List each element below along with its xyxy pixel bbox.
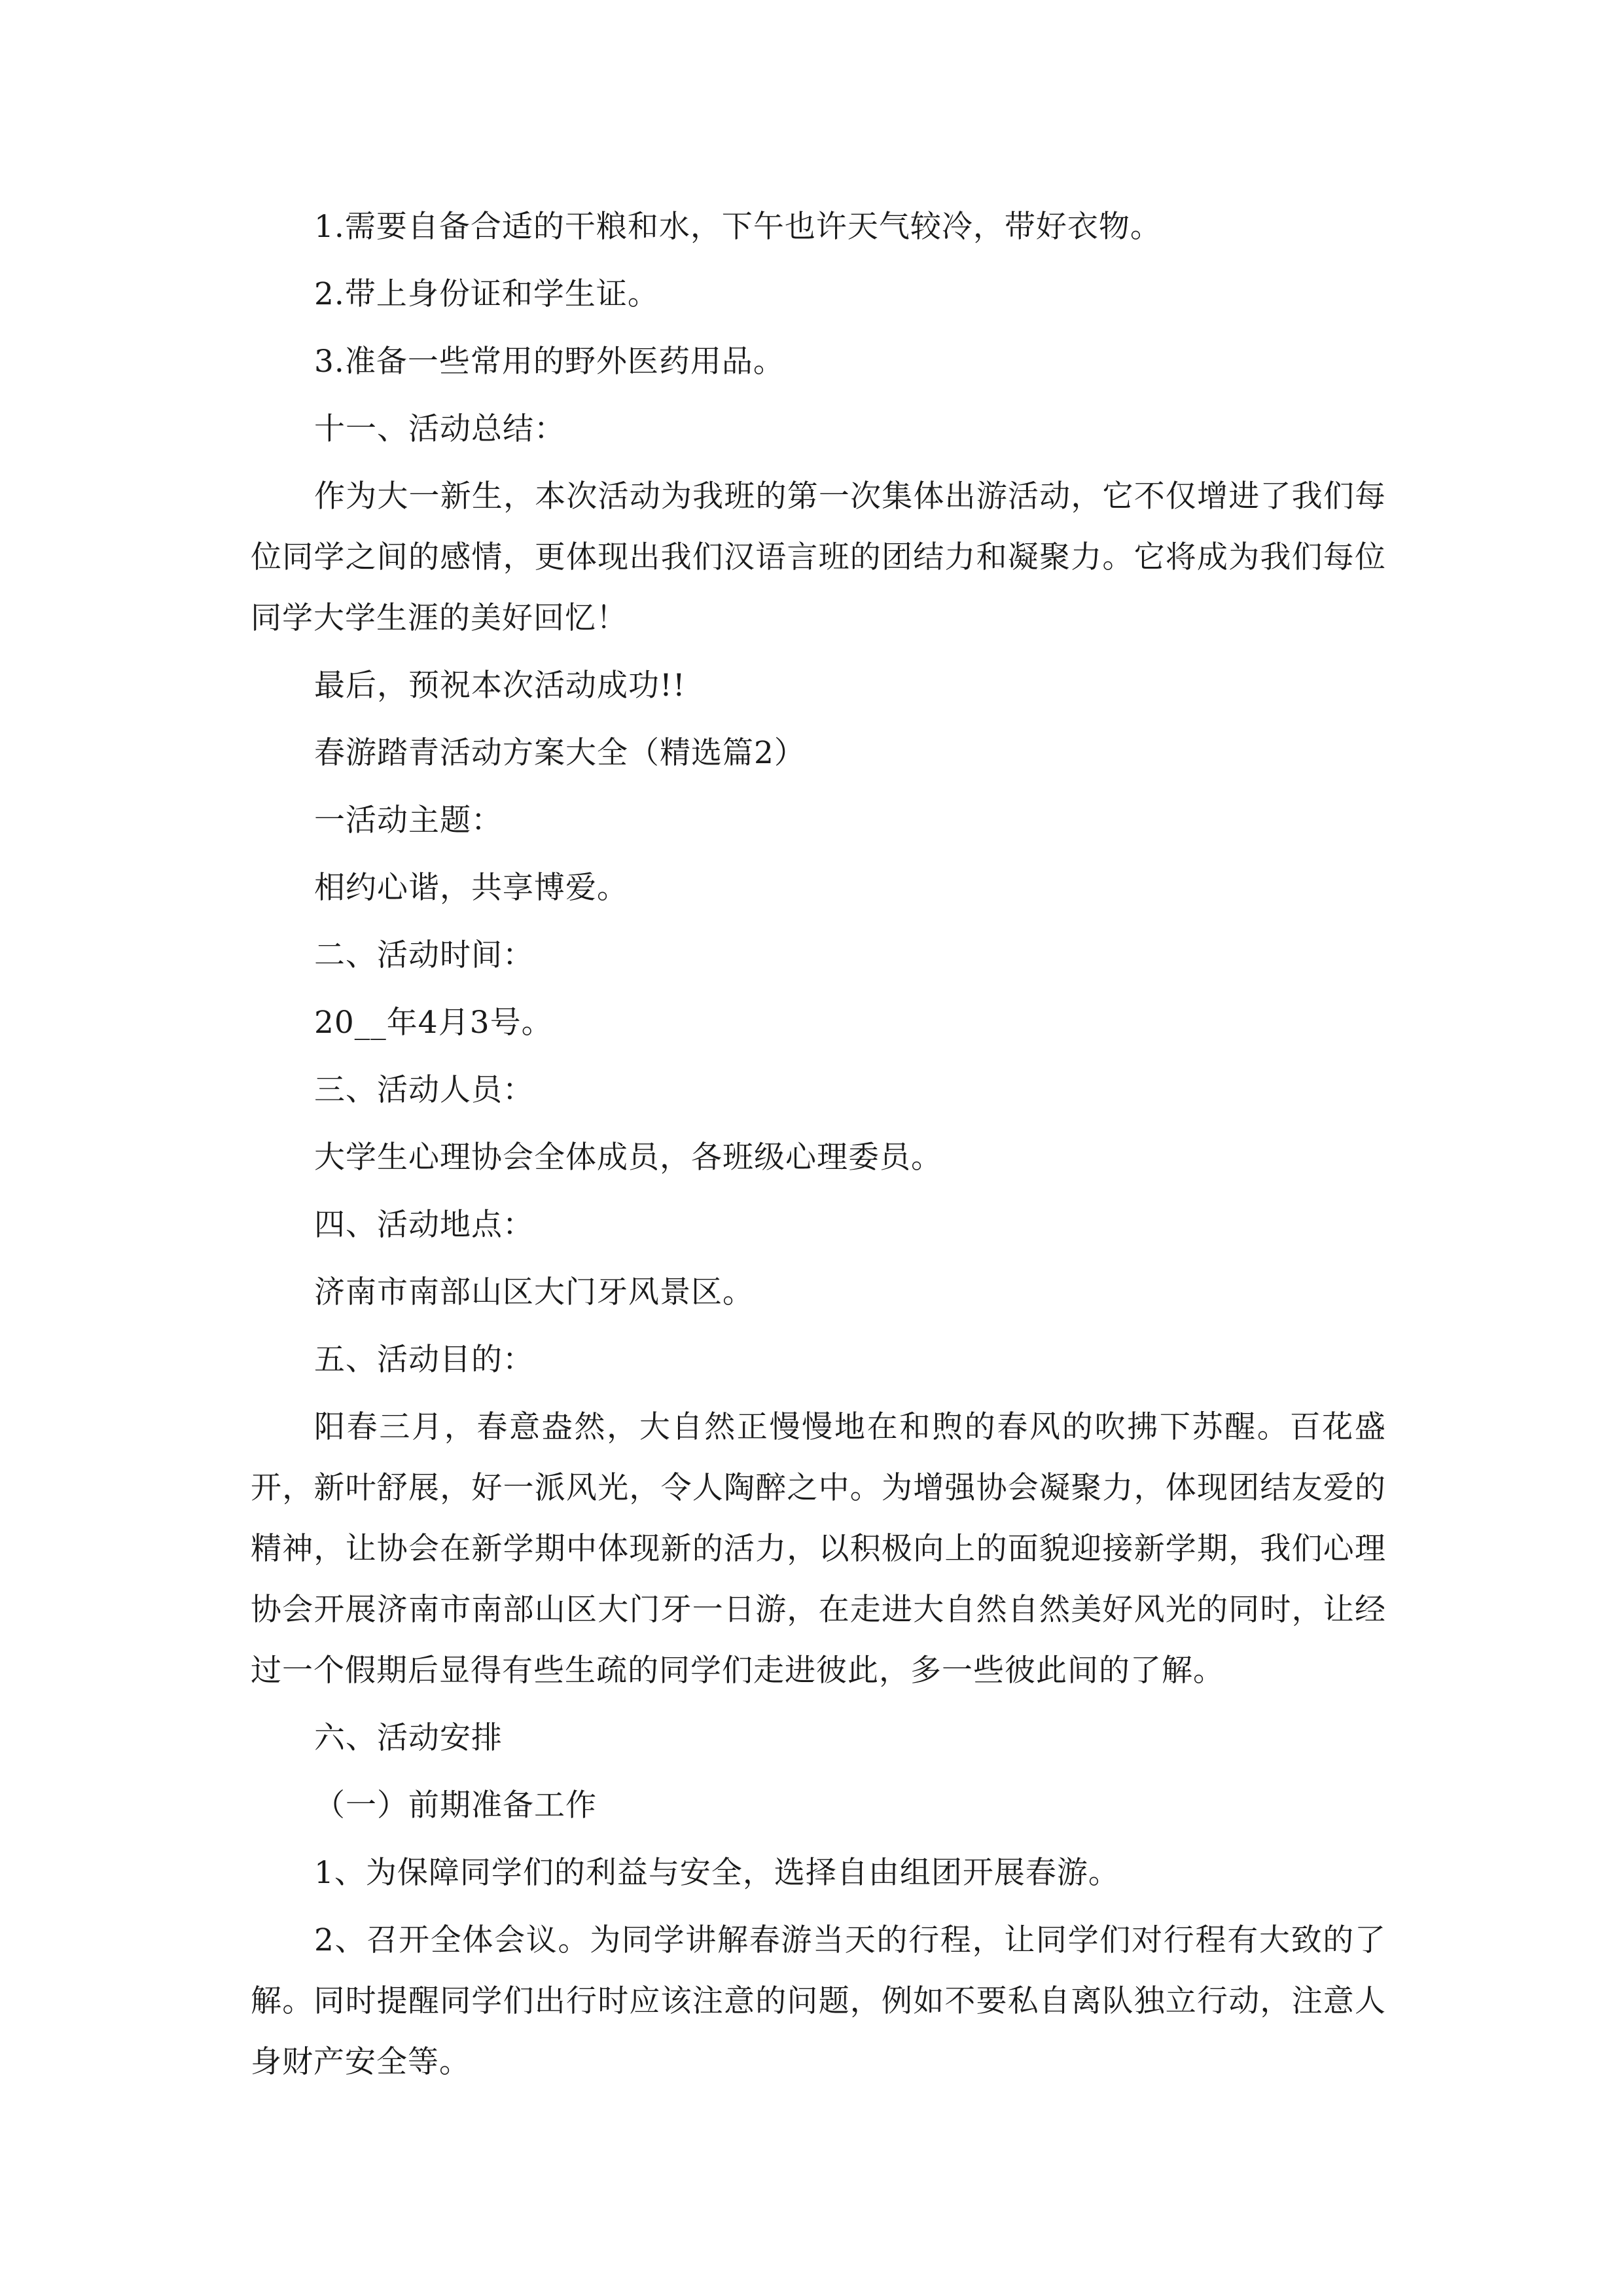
section-heading-location: 四、活动地点： (314, 1207, 534, 1243)
section-heading-theme: 一活动主题： (314, 802, 503, 838)
closing-wish: 最后，预祝本次活动成功!! (314, 668, 686, 704)
time-text: 20__年4月3号。 (314, 1005, 553, 1041)
list-item-food-water: 1.需要自备合适的干粮和水，下午也许天气较冷，带好衣物。 (314, 209, 1162, 245)
purpose-paragraph: 阳春三月，春意盎然，大自然正慢慢地在和煦的春风的吹拂下苏醒。百花盛开，新叶舒展，好一派风光，令人陶醉之中。为增强协会凝聚力，体现团结友爱的精神，让协会在新学期中体现新的活力，以积极向上的面貌迎接新学期，我们心理协会开展济南市南部山区大门牙一日游，在走进大自然自然美好风光的同时，让经过一个假期后显得有些生疏的同学们走进彼此，多一些彼此间的了解。 (251, 1409, 1386, 1689)
participants-text: 大学生心理协会全体成员，各班级心理委员。 (314, 1139, 942, 1175)
section-heading-arrangement: 六、活动安排 (314, 1720, 503, 1756)
document-body (251, 196, 1386, 2099)
section-heading-summary: 十一、活动总结： (314, 411, 565, 447)
article-title: 春游踏青活动方案大全（精选篇2） (314, 735, 806, 771)
list-item-medical-supplies: 3.准备一些常用的野外医药用品。 (314, 344, 785, 380)
section-heading-purpose: 五、活动目的： (314, 1342, 534, 1378)
preparation-item-1: 1、为保障同学们的利益与安全，选择自由组团开展春游。 (314, 1855, 1120, 1891)
location-text: 济南市南部山区大门牙风景区。 (314, 1274, 754, 1310)
theme-text: 相约心谐，共享博爱。 (314, 870, 628, 906)
preparation-item-2: 2、召开全体会议。为同学讲解春游当天的行程，让同学们对行程有大致的了解。同时提醒同学们出行时应该注意的问题，例如不要私自离队独立行动，注意人身财产安全等。 (251, 1922, 1386, 2080)
list-item-id-cards: 2.带上身份证和学生证。 (314, 276, 659, 312)
summary-paragraph: 作为大一新生，本次活动为我班的第一次集体出游活动，它不仅增进了我们每位同学之间的感情，更体现出我们汉语言班的团结力和凝聚力。它将成为我们每位同学大学生涯的美好回忆！ (251, 478, 1386, 636)
subsection-heading-preparation: （一）前期准备工作 (314, 1787, 597, 1823)
section-heading-participants: 三、活动人员： (314, 1072, 534, 1108)
section-heading-time: 二、活动时间： (314, 937, 534, 973)
